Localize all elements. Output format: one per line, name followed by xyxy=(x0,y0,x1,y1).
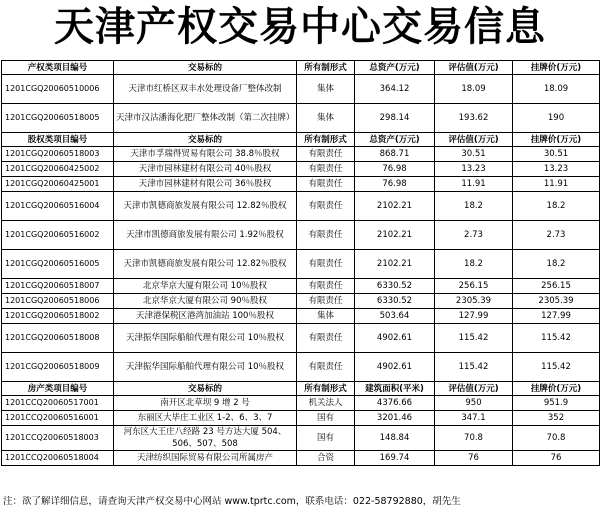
asset-name-cell: 天津港保税区港湾加油站 100％股权 xyxy=(114,309,297,324)
table-row xyxy=(2,250,600,279)
ownership-type-cell: 有限责任 xyxy=(297,294,355,309)
project-code-cell: 1201CGQ20060518006 xyxy=(2,294,114,309)
asset-name-cell: 天津市园林建材有限公司 40％股权 xyxy=(114,162,297,177)
project-code-cell: 1201CGQ20060518008 xyxy=(2,324,114,353)
appraised-value-cell: 76 xyxy=(435,451,513,466)
project-code-cell: 1201CCQ20060517001 xyxy=(2,396,114,411)
project-code-cell: 1201CGQ20060510006 xyxy=(2,75,114,104)
appraised-value-cell: 18.2 xyxy=(435,192,513,221)
listing-price-cell: 2305.39 xyxy=(513,294,600,309)
project-code-cell: 1201CGQ20060425001 xyxy=(2,177,114,192)
column-header: 评估值(万元) xyxy=(435,382,513,396)
column-header: 交易标的 xyxy=(114,61,297,75)
total-value-cell: 868.71 xyxy=(355,147,435,162)
ownership-type-cell: 集体 xyxy=(297,75,355,104)
asset-name-cell: 天津市园林建材有限公司 36％股权 xyxy=(114,177,297,192)
project-code-cell: 1201CCQ20060518004 xyxy=(2,451,114,466)
project-code-cell: 1201CGQ20060518009 xyxy=(2,353,114,382)
ownership-type-cell: 有限责任 xyxy=(297,147,355,162)
asset-name-cell: 天津振华国际船舶代理有限公司 10％股权 xyxy=(114,324,297,353)
appraised-value-cell: 13.23 xyxy=(435,162,513,177)
appraised-value-cell: 127.99 xyxy=(435,309,513,324)
column-header: 所有制形式 xyxy=(297,382,355,396)
asset-name-cell: 天津市凯德商旅发展有限公司 12.82％股权 xyxy=(114,192,297,221)
total-value-cell: 169.74 xyxy=(355,451,435,466)
listing-price-cell: 352 xyxy=(513,411,600,426)
listing-table xyxy=(1,60,600,466)
appraised-value-cell: 115.42 xyxy=(435,353,513,382)
asset-name-cell: 天津振华国际船舶代理有限公司 10％股权 xyxy=(114,353,297,382)
table-row xyxy=(2,324,600,353)
total-value-cell: 76.98 xyxy=(355,177,435,192)
column-header: 建筑面积(平米) xyxy=(355,382,435,396)
total-value-cell: 4902.61 xyxy=(355,353,435,382)
total-value-cell: 6330.52 xyxy=(355,279,435,294)
table-row xyxy=(2,147,600,162)
asset-name-cell: 东丽区大毕庄工业区 1-2、6、3、7 xyxy=(114,411,297,426)
listing-price-cell: 70.8 xyxy=(513,426,600,451)
column-header: 所有制形式 xyxy=(297,61,355,75)
asset-name-cell: 天津市汉沽潘海化肥厂整体改制（第二次挂牌） xyxy=(114,104,297,133)
section-header-row xyxy=(2,61,600,75)
ownership-type-cell: 集体 xyxy=(297,309,355,324)
ownership-type-cell: 有限责任 xyxy=(297,162,355,177)
column-header: 挂牌价(万元) xyxy=(513,61,600,75)
project-code-cell: 1201CGQ20060516002 xyxy=(2,221,114,250)
listing-price-cell: 115.42 xyxy=(513,324,600,353)
ownership-type-cell: 有限责任 xyxy=(297,177,355,192)
table-row xyxy=(2,221,600,250)
listing-price-cell: 18.09 xyxy=(513,75,600,104)
appraised-value-cell: 11.91 xyxy=(435,177,513,192)
project-code-cell: 1201CGQ20060425002 xyxy=(2,162,114,177)
column-header: 交易标的 xyxy=(114,382,297,396)
appraised-value-cell: 193.62 xyxy=(435,104,513,133)
table-row xyxy=(2,451,600,466)
listing-price-cell: 2.73 xyxy=(513,221,600,250)
appraised-value-cell: 950 xyxy=(435,396,513,411)
table-row xyxy=(2,177,600,192)
ownership-type-cell: 集体 xyxy=(297,104,355,133)
column-header: 总资产(万元) xyxy=(355,133,435,147)
total-value-cell: 4376.66 xyxy=(355,396,435,411)
listing-price-cell: 190 xyxy=(513,104,600,133)
column-header: 交易标的 xyxy=(114,133,297,147)
total-value-cell: 148.84 xyxy=(355,426,435,451)
appraised-value-cell: 2305.39 xyxy=(435,294,513,309)
section-header-row xyxy=(2,382,600,396)
total-value-cell: 2102.21 xyxy=(355,192,435,221)
column-header: 挂牌价(万元) xyxy=(513,382,600,396)
ownership-type-cell: 有限责任 xyxy=(297,279,355,294)
appraised-value-cell: 18.09 xyxy=(435,75,513,104)
listing-price-cell: 127.99 xyxy=(513,309,600,324)
project-code-cell: 1201CGQ20060518007 xyxy=(2,279,114,294)
ownership-type-cell: 国有 xyxy=(297,411,355,426)
table-row xyxy=(2,75,600,104)
column-header: 股权类项目编号 xyxy=(2,133,114,147)
asset-name-cell: 北京华京大厦有限公司 90％股权 xyxy=(114,294,297,309)
total-value-cell: 2102.21 xyxy=(355,221,435,250)
asset-name-cell: 天津市凯德商旅发展有限公司 1.92％股权 xyxy=(114,221,297,250)
total-value-cell: 3201.46 xyxy=(355,411,435,426)
column-header: 评估值(万元) xyxy=(435,133,513,147)
asset-name-cell: 河东区大王庄八经路 23 号方达大厦 504、506、507、508 xyxy=(114,426,297,451)
table-row xyxy=(2,294,600,309)
listing-price-cell: 951.9 xyxy=(513,396,600,411)
column-header: 房产类项目编号 xyxy=(2,382,114,396)
total-value-cell: 2102.21 xyxy=(355,250,435,279)
asset-name-cell: 北京华京大厦有限公司 10％股权 xyxy=(114,279,297,294)
footer-note: 注：欲了解详细信息，请查询天津产权交易中心网站 www.tprtc.com，联系电话：022-58792880，胡先生 xyxy=(3,496,461,507)
appraised-value-cell: 347.1 xyxy=(435,411,513,426)
listing-price-cell: 76 xyxy=(513,451,600,466)
listing-price-cell: 115.42 xyxy=(513,353,600,382)
page-title: 天津产权交易中心交易信息 xyxy=(54,4,546,50)
column-header: 挂牌价(万元) xyxy=(513,133,600,147)
total-value-cell: 364.12 xyxy=(355,75,435,104)
ownership-type-cell: 机关法人 xyxy=(297,396,355,411)
ownership-type-cell: 有限责任 xyxy=(297,324,355,353)
listing-price-cell: 18.2 xyxy=(513,250,600,279)
project-code-cell: 1201CCQ20060516001 xyxy=(2,411,114,426)
table-row xyxy=(2,353,600,382)
column-header: 产权类项目编号 xyxy=(2,61,114,75)
table-row xyxy=(2,309,600,324)
ownership-type-cell: 有限责任 xyxy=(297,250,355,279)
table-row xyxy=(2,396,600,411)
table-row xyxy=(2,426,600,451)
project-code-cell: 1201CCQ20060518003 xyxy=(2,426,114,451)
asset-name-cell: 天津市凯德商旅发展有限公司 12.82％股权 xyxy=(114,250,297,279)
column-header: 评估值(万元) xyxy=(435,61,513,75)
asset-name-cell: 南开区北草坝 9 增 2 号 xyxy=(114,396,297,411)
project-code-cell: 1201CGQ20060516004 xyxy=(2,192,114,221)
table-row xyxy=(2,192,600,221)
project-code-cell: 1201CGQ20060518003 xyxy=(2,147,114,162)
ownership-type-cell: 有限责任 xyxy=(297,221,355,250)
section-header-row xyxy=(2,133,600,147)
listing-price-cell: 11.91 xyxy=(513,177,600,192)
table-row xyxy=(2,162,600,177)
appraised-value-cell: 2.73 xyxy=(435,221,513,250)
table-row xyxy=(2,104,600,133)
table-row xyxy=(2,411,600,426)
appraised-value-cell: 256.15 xyxy=(435,279,513,294)
table-row xyxy=(2,279,600,294)
listing-price-cell: 30.51 xyxy=(513,147,600,162)
asset-name-cell: 天津市红桥区双丰水处理设备厂整体改制 xyxy=(114,75,297,104)
appraised-value-cell: 70.8 xyxy=(435,426,513,451)
ownership-type-cell: 有限责任 xyxy=(297,192,355,221)
ownership-type-cell: 国有 xyxy=(297,426,355,451)
column-header: 总资产(万元) xyxy=(355,61,435,75)
total-value-cell: 4902.61 xyxy=(355,324,435,353)
project-code-cell: 1201CGQ20060518005 xyxy=(2,104,114,133)
asset-name-cell: 天津纺织国际贸易有限公司所属房产 xyxy=(114,451,297,466)
appraised-value-cell: 115.42 xyxy=(435,324,513,353)
listing-price-cell: 13.23 xyxy=(513,162,600,177)
ownership-type-cell: 合资 xyxy=(297,451,355,466)
project-code-cell: 1201CGQ20060516005 xyxy=(2,250,114,279)
appraised-value-cell: 30.51 xyxy=(435,147,513,162)
total-value-cell: 76.98 xyxy=(355,162,435,177)
total-value-cell: 298.14 xyxy=(355,104,435,133)
asset-name-cell: 天津市孚瑞得贸易有限公司 38.8％股权 xyxy=(114,147,297,162)
ownership-type-cell: 有限责任 xyxy=(297,353,355,382)
total-value-cell: 6330.52 xyxy=(355,294,435,309)
listing-price-cell: 256.15 xyxy=(513,279,600,294)
appraised-value-cell: 18.2 xyxy=(435,250,513,279)
listing-price-cell: 18.2 xyxy=(513,192,600,221)
project-code-cell: 1201CGQ20060518002 xyxy=(2,309,114,324)
total-value-cell: 503.64 xyxy=(355,309,435,324)
column-header: 所有制形式 xyxy=(297,133,355,147)
